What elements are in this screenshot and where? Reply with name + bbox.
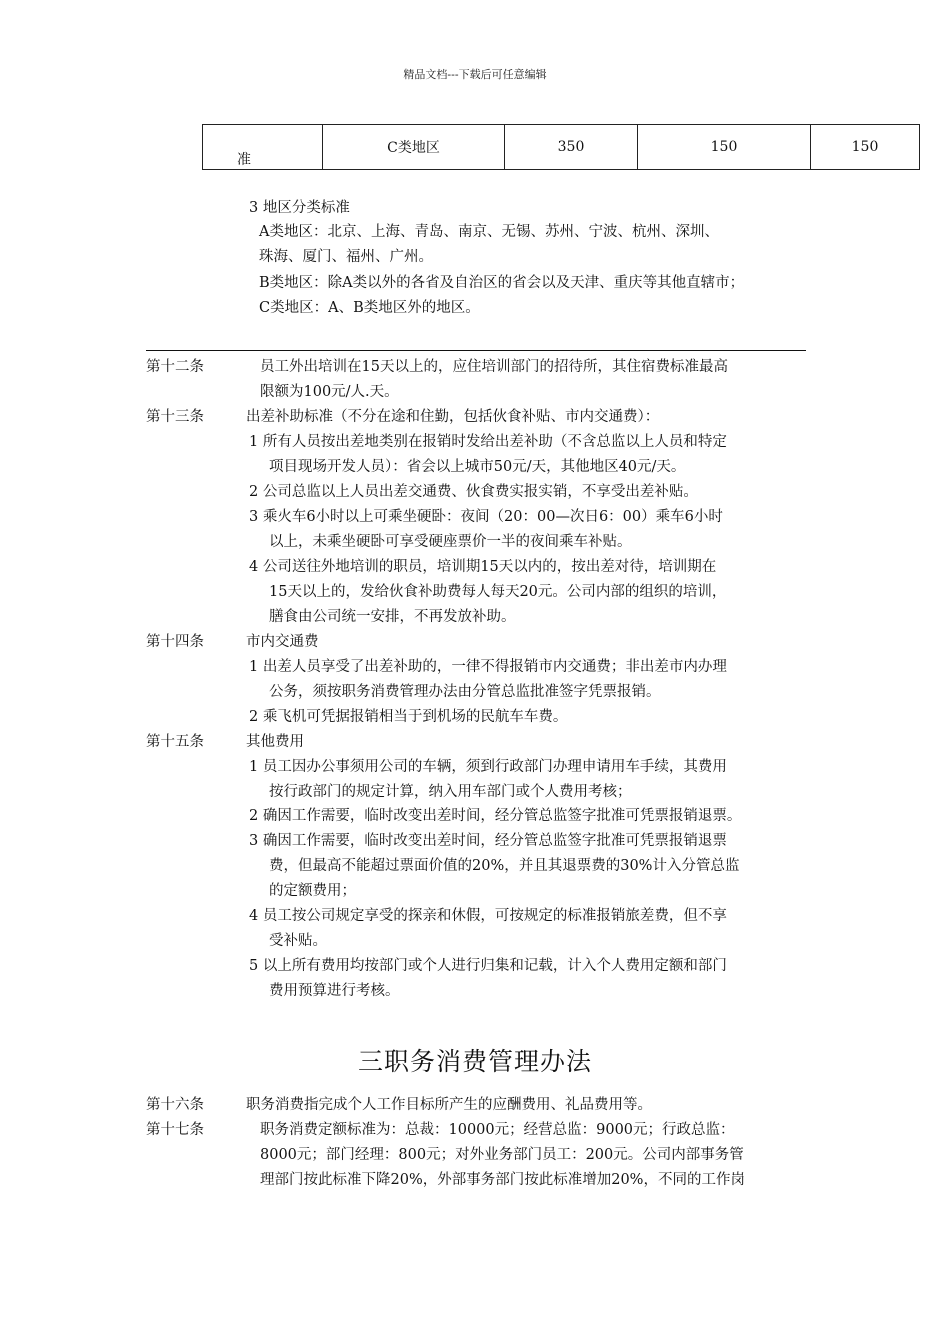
allowance-table [202,124,920,170]
article-text: 职务消费指完成个人工作目标所产生的应酬费用、礼品费用等。 [246,1097,652,1113]
article-text: 员工外出培训在15天以上的，应住培训部门的招待所，其住宿费标准最高 [260,359,728,375]
list-item: 15天以上的，发给伙食补助费每人每天20元。公司内部的组织的培训， [269,584,727,600]
region-heading: 3 地区分类标准 [249,200,350,216]
article-text: 市内交通费 [246,634,319,650]
list-item: 项目现场开发人员）：省会以上城市50元/天，其他地区40元/天。 [269,459,686,475]
list-item: 1 所有人员按出差地类别在报销时发给出差补助（不含总监以上人员和特定 [249,434,727,450]
list-item: 2 确因工作需要，临时改变出差时间，经分管总监签字批准可凭票报销退票。 [249,808,742,824]
list-item: 的定额费用； [269,883,356,899]
list-item: 3 确因工作需要，临时改变出差时间，经分管总监签字批准可凭票报销退票 [249,833,727,849]
table-row [203,125,920,170]
list-item: 4 员工按公司规定享受的探亲和休假，可按规定的标准报销旅差费，但不享 [249,908,727,924]
table-cell: 350 [505,125,638,170]
list-item: 膳食由公司统一安排，不再发放补助。 [269,609,516,625]
list-item: 1 员工因办公事须用公司的车辆，须到行政部门办理申请用车手续，其费用 [249,759,727,775]
region-a-line: A类地区：北京、上海、青岛、南京、无锡、苏州、宁波、杭州、深圳、 [259,224,719,240]
list-item: 费用预算进行考核。 [269,983,400,999]
table-cell: 150 [638,125,811,170]
section-title: 三职务消费管理办法 [357,1047,592,1076]
table-cell: C类地区 [323,125,505,170]
article-text: 出差补助标准（不分在途和住勤，包括伙食补贴、市内交通费）： [246,409,660,425]
region-c-line: C类地区：A、B类地区外的地区。 [259,300,480,316]
article-label: 第十三条 [146,409,204,425]
list-item: 以上，未乘坐硬卧可享受硬座票价一半的夜间乘车补贴。 [269,534,632,550]
list-item: 公务，须按职务消费管理办法由分管总监批准签字凭票报销。 [269,684,661,700]
list-item: 2 公司总监以上人员出差交通费、伙食费实报实销，不享受出差补贴。 [249,484,698,500]
list-item: 3 乘火车6小时以上可乘坐硬卧：夜间（20：00—次日6：00）乘车6小时 [249,509,723,525]
table-cell: 150 [811,125,920,170]
list-item: 1 出差人员享受了出差补助的，一律不得报销市内交通费；非出差市内办理 [249,659,727,675]
article-label: 第十五条 [146,734,204,750]
list-item: 费，但最高不能超过票面价值的20%，并且其退票费的30%计入分管总监 [269,858,740,874]
article-text: 限额为100元/人.天。 [260,384,399,400]
page-header: 精品文档---下载后可任意编辑 [403,68,547,81]
article-text: 职务消费定额标准为：总裁：10000元；经营总监：9000元；行政总监： [260,1122,735,1138]
table-cell: 准 [203,125,323,170]
article-text: 8000元；部门经理：800元；对外业务部门员工：200元。公司内部事务管 [260,1147,744,1163]
list-item: 按行政部门的规定计算，纳入用车部门或个人费用考核； [269,784,632,800]
region-b-line: B类地区：除A类以外的各省及自治区的省会以及天津、重庆等其他直辖市； [259,275,745,291]
article-text: 其他费用 [246,734,304,750]
article-label: 第十四条 [146,634,204,650]
article-label: 第十二条 [146,359,204,375]
list-item: 受补贴。 [269,933,327,949]
list-item: 5 以上所有费用均按部门或个人进行归集和记载，计入个人费用定额和部门 [249,958,727,974]
region-a-line: 珠海、厦门、福州、广州。 [259,249,433,265]
article-label: 第十七条 [146,1122,204,1138]
section-divider [146,350,806,351]
article-label: 第十六条 [146,1097,204,1113]
list-item: 2 乘飞机可凭据报销相当于到机场的民航车车费。 [249,709,568,725]
list-item: 4 公司送往外地培训的职员，培训期15天以内的，按出差对待，培训期在 [249,559,717,575]
article-text: 理部门按此标准下降20%，外部事务部门按此标准增加20%，不同的工作岗 [260,1172,745,1188]
